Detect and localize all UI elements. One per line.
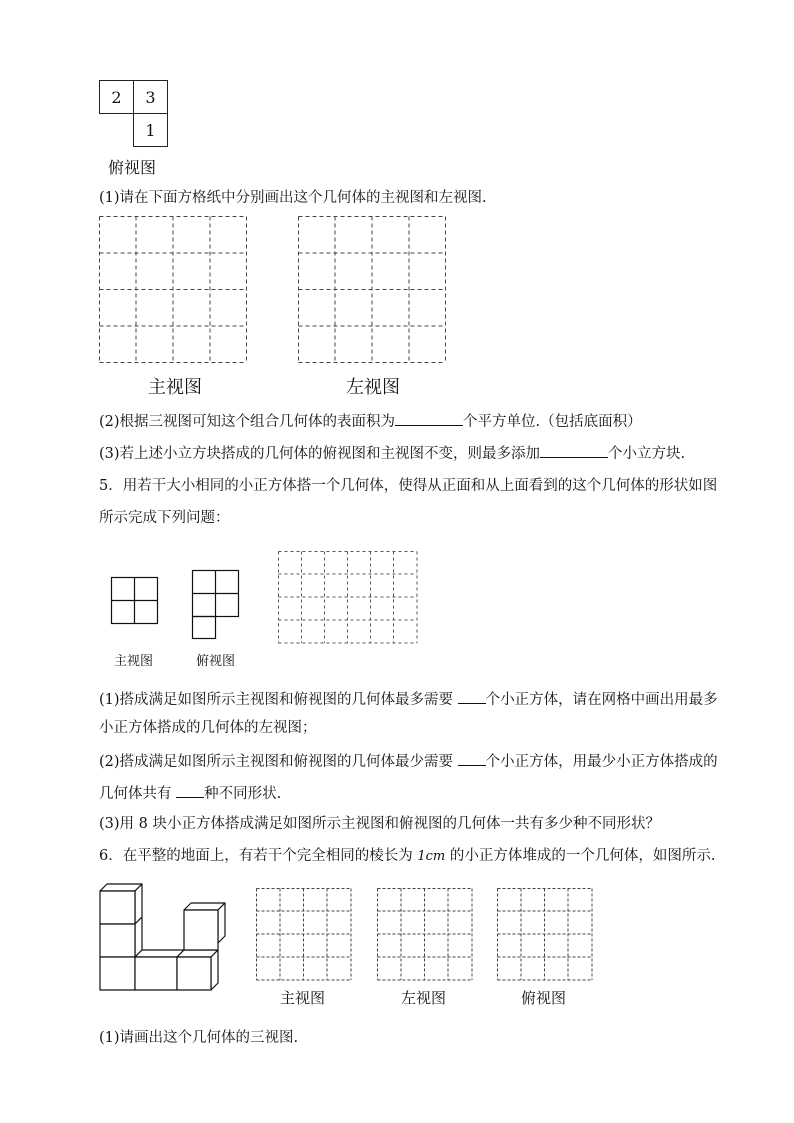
q5-part2-text-a: (2)搭成满足如图所示主视图和俯视图的几何体最少需要 bbox=[99, 754, 454, 770]
q6-front-view-caption: 主视图 bbox=[280, 989, 326, 1007]
q5-top-view-caption: 俯视图 bbox=[196, 654, 236, 669]
q5-part2-line2 bbox=[99, 782, 281, 804]
q6-stem-text-a: 6．在平整的地面上，有若干个完全相同的棱长为 bbox=[99, 848, 413, 864]
q5-part1-line2: 小正方体搭成的几何体的左视图； bbox=[99, 720, 317, 736]
q4-part2-text-b: 个平方单位.（包括底面积） bbox=[463, 414, 642, 430]
q4-max-add-blank[interactable] bbox=[540, 442, 608, 458]
q5-min-cubes-blank[interactable] bbox=[458, 750, 486, 766]
q5-part1-text-a: (1)搭成满足如图所示主视图和俯视图的几何体最多需要 bbox=[99, 692, 454, 708]
top-view-cell-2: 2 bbox=[99, 80, 134, 114]
q6-stem-text-b: 的小正方体堆成的一个几何体，如图所示. bbox=[449, 848, 716, 864]
q4-part3-text-b: 个小立方块. bbox=[608, 446, 686, 462]
q4-surface-area-blank[interactable] bbox=[395, 410, 463, 426]
q5-part2-text-c: 几何体共有 bbox=[99, 786, 172, 802]
q4-part1: (1)请在下面方格纸中分别画出这个几何体的主视图和左视图. bbox=[99, 190, 487, 206]
q4-part2-text-a: (2)根据三视图可知这个组合几何体的表面积为 bbox=[99, 414, 396, 430]
q5-left-view-grid[interactable] bbox=[278, 551, 418, 644]
q5-front-view-caption: 主视图 bbox=[114, 654, 154, 669]
q6-cube-stack-figure bbox=[99, 884, 229, 994]
q6-left-view-grid[interactable] bbox=[377, 888, 473, 981]
q5-stem-line2: 所示完成下列问题： bbox=[99, 510, 230, 526]
q6-top-view-grid[interactable] bbox=[497, 888, 593, 981]
q5-part3: (3)用 8 块小正方体搭成满足如图所示主视图和俯视图的几何体一共有多少种不同形状？ bbox=[99, 816, 660, 832]
q5-stem-line1: 5．用若干大小相同的小正方体搭一个几何体，使得从正面和从上面看到的这个几何体的形状如图 bbox=[99, 478, 718, 494]
q6-top-view-caption: 俯视图 bbox=[521, 989, 567, 1007]
top-view-caption: 俯视图 bbox=[108, 158, 157, 177]
q5-max-cubes-blank[interactable] bbox=[458, 688, 486, 704]
q4-part3-text-a: (3)若上述小立方块搭成的几何体的俯视图和主视图不变，则最多添加 bbox=[99, 446, 541, 462]
q6-stem-unit: 1cm bbox=[417, 849, 446, 864]
q5-part2-text-b: 个小正方体，用最少小正方体搭成的 bbox=[485, 754, 718, 770]
top-view-cell-3: 3 bbox=[133, 80, 168, 114]
q6-front-view-grid[interactable] bbox=[256, 888, 352, 981]
top-view-cell-1: 1 bbox=[133, 113, 168, 147]
q5-part2-line1 bbox=[99, 750, 718, 772]
q6-part1: (1)请画出这个几何体的三视图. bbox=[99, 1030, 299, 1046]
q5-part1-line1 bbox=[99, 688, 718, 710]
q4-part3 bbox=[99, 442, 685, 464]
q5-top-view-figure bbox=[192, 570, 240, 640]
q6-left-view-caption: 左视图 bbox=[401, 989, 447, 1007]
q5-front-view-figure bbox=[111, 577, 159, 624]
q4-left-view-grid[interactable] bbox=[298, 216, 446, 363]
q5-shape-count-blank[interactable] bbox=[176, 782, 204, 798]
q4-left-view-caption: 左视图 bbox=[346, 377, 400, 398]
q4-part2 bbox=[99, 410, 642, 432]
q4-front-view-grid[interactable] bbox=[99, 216, 247, 363]
q5-part2-text-d: 种不同形状. bbox=[204, 786, 282, 802]
q5-part1-text-b: 个小正方体，请在网格中画出用最多 bbox=[485, 692, 718, 708]
q6-stem bbox=[99, 846, 715, 867]
q4-front-view-caption: 主视图 bbox=[148, 377, 202, 398]
